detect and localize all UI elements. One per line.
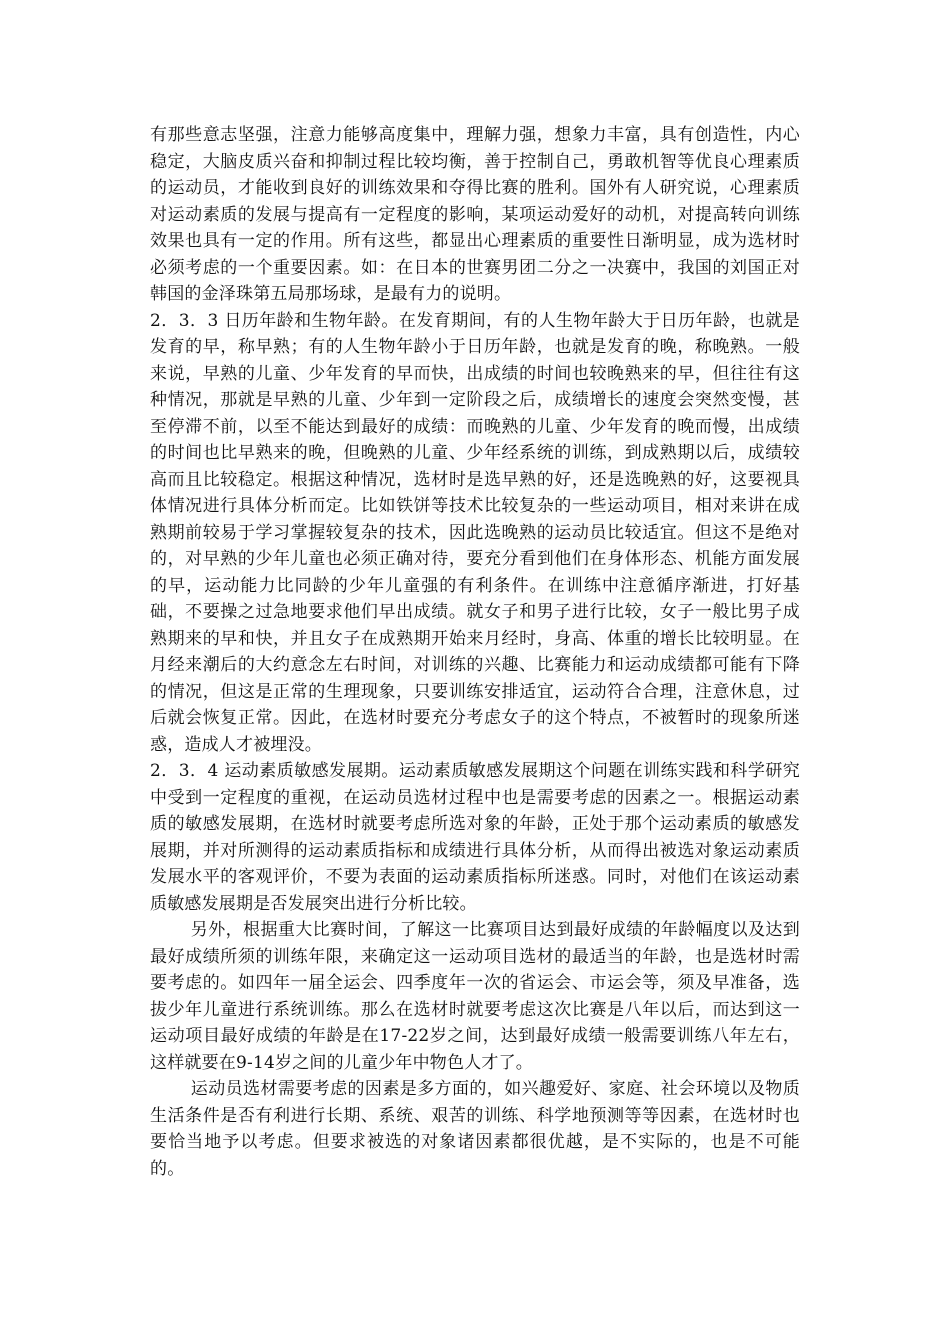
paragraph-other-factors: 运动员选材需要考虑的因素是多方面的，如兴趣爱好、家庭、社会环境以及物质生活条件是否有利进行长期、系统、艰苦的训练、科学地预测等等因素，在选材时也要恰当地予以考虑。但要求被选的对象诸因素都很优越，是不实际的，也是不可能的。: [150, 1079, 800, 1179]
paragraph-psychological-quality: 有那些意志坚强，注意力能够高度集中，理解力强，想象力丰富，具有创造性，内心稳定，大脑皮质兴奋和抑制过程比较均衡，善于控制自己，勇敢机智等优良心理素质的运动员，才能收到良好的训练效果和夺得比赛的胜利。国外有人研究说，心理素质对运动素质的发展与提高有一定程度的影响，某项运动爱好的动机，对提高转向训练效果也具有一定的作用。所有这些，都显出心理素质的重要性日渐明显，成为选材时必须考虑的一个重要因素。如：在日本的世赛男团二分之一决赛中，我国的刘国正对韩国的金泽珠第五局那场球，是最有力的说明。: [150, 125, 800, 304]
paragraph-competition-timing: 另外，根据重大比赛时间，了解这一比赛项目达到最好成绩的年龄幅度以及达到最好成绩所须的训练年限，来确定这一运动项目选材的最适当的年龄，也是选材时需要考虑的。如四年一届全运会、四季度年一次的省运会、市运会等，须及早准备，选拔少年儿童进行系统训练。那么在选材时就要考虑这次比赛是八年以后，而达到这一运动项目最好成绩的年龄是在17-22岁之间，达到最好成绩一般需要训练八年左右，这样就要在9-14岁之间的儿童少年中物色人才了。: [150, 920, 800, 1073]
paragraph-calendar-and-biological-age: 2．3．3 日历年龄和生物年龄。在发育期间，有的人生物年龄大于日历年龄，也就是发育的早，称早熟；有的人生物年龄小于日历年龄，也就是发育的晚，称晚熟。一般来说，早熟的儿童、少年发育的早而快，出成绩的时间也较晚熟来的早，但往往有这种情况，那就是早熟的儿童、少年到一定阶段之后，成绩增长的速度会突然变慢，甚至停滞不前，以至不能达到最好的成绩：而晚熟的儿童、少年发育的晚而慢，出成绩的时间也比早熟来的晚，但晚熟的儿童、少年经系统的训练，到成熟期以后，成绩较高而且比较稳定。根据这种情况，选材时是选早熟的好，还是选晚熟的好，这要视具体情况进行具体分析而定。比如铁饼等技术比较复杂的一些运动项目，相对来讲在成熟期前较易于学习掌握较复杂的技术，因此选晚熟的运动员比较适宜。但这不是绝对的，对早熟的少年儿童也必须正确对待，要充分看到他们在身体形态、机能方面发展的早，运动能力比同龄的少年儿童强的有利条件。在训练中注意循序渐进，打好基础，不要操之过急地要求他们早出成绩。就女子和男子进行比较，女子一般比男子成熟期来的早和快，并且女子在成熟期开始来月经时，身高、体重的增长比较明显。在月经来潮后的大约意念左右时间，对训练的兴趣、比赛能力和运动成绩都可能有下降的情况，但这是正常的生理现象，只要训练安排适宜，运动符合合理，注意休息，过后就会恢复正常。因此，在选材时要充分考虑女子的这个特点，不被暂时的现象所迷惑，造成人才被埋没。: [150, 310, 800, 755]
paragraph-sensitive-development-period: 2．3．4 运动素质敏感发展期。运动素质敏感发展期这个问题在训练实践和科学研究中受到一定程度的重视，在运动员选材过程中也是需要考虑的因素之一。根据运动素质的敏感发展期，在选材时就要考虑所选对象的年龄，正处于那个运动素质的敏感发展期，并对所测得的运动素质指标和成绩进行具体分析，从而得出被选对象运动素质发展水平的客观评价，不要为表面的运动素质指标所迷惑。同时，对他们在该运动素质敏感发展期是否发展突出进行分析比较。: [150, 761, 800, 914]
document-body: [150, 122, 800, 1182]
